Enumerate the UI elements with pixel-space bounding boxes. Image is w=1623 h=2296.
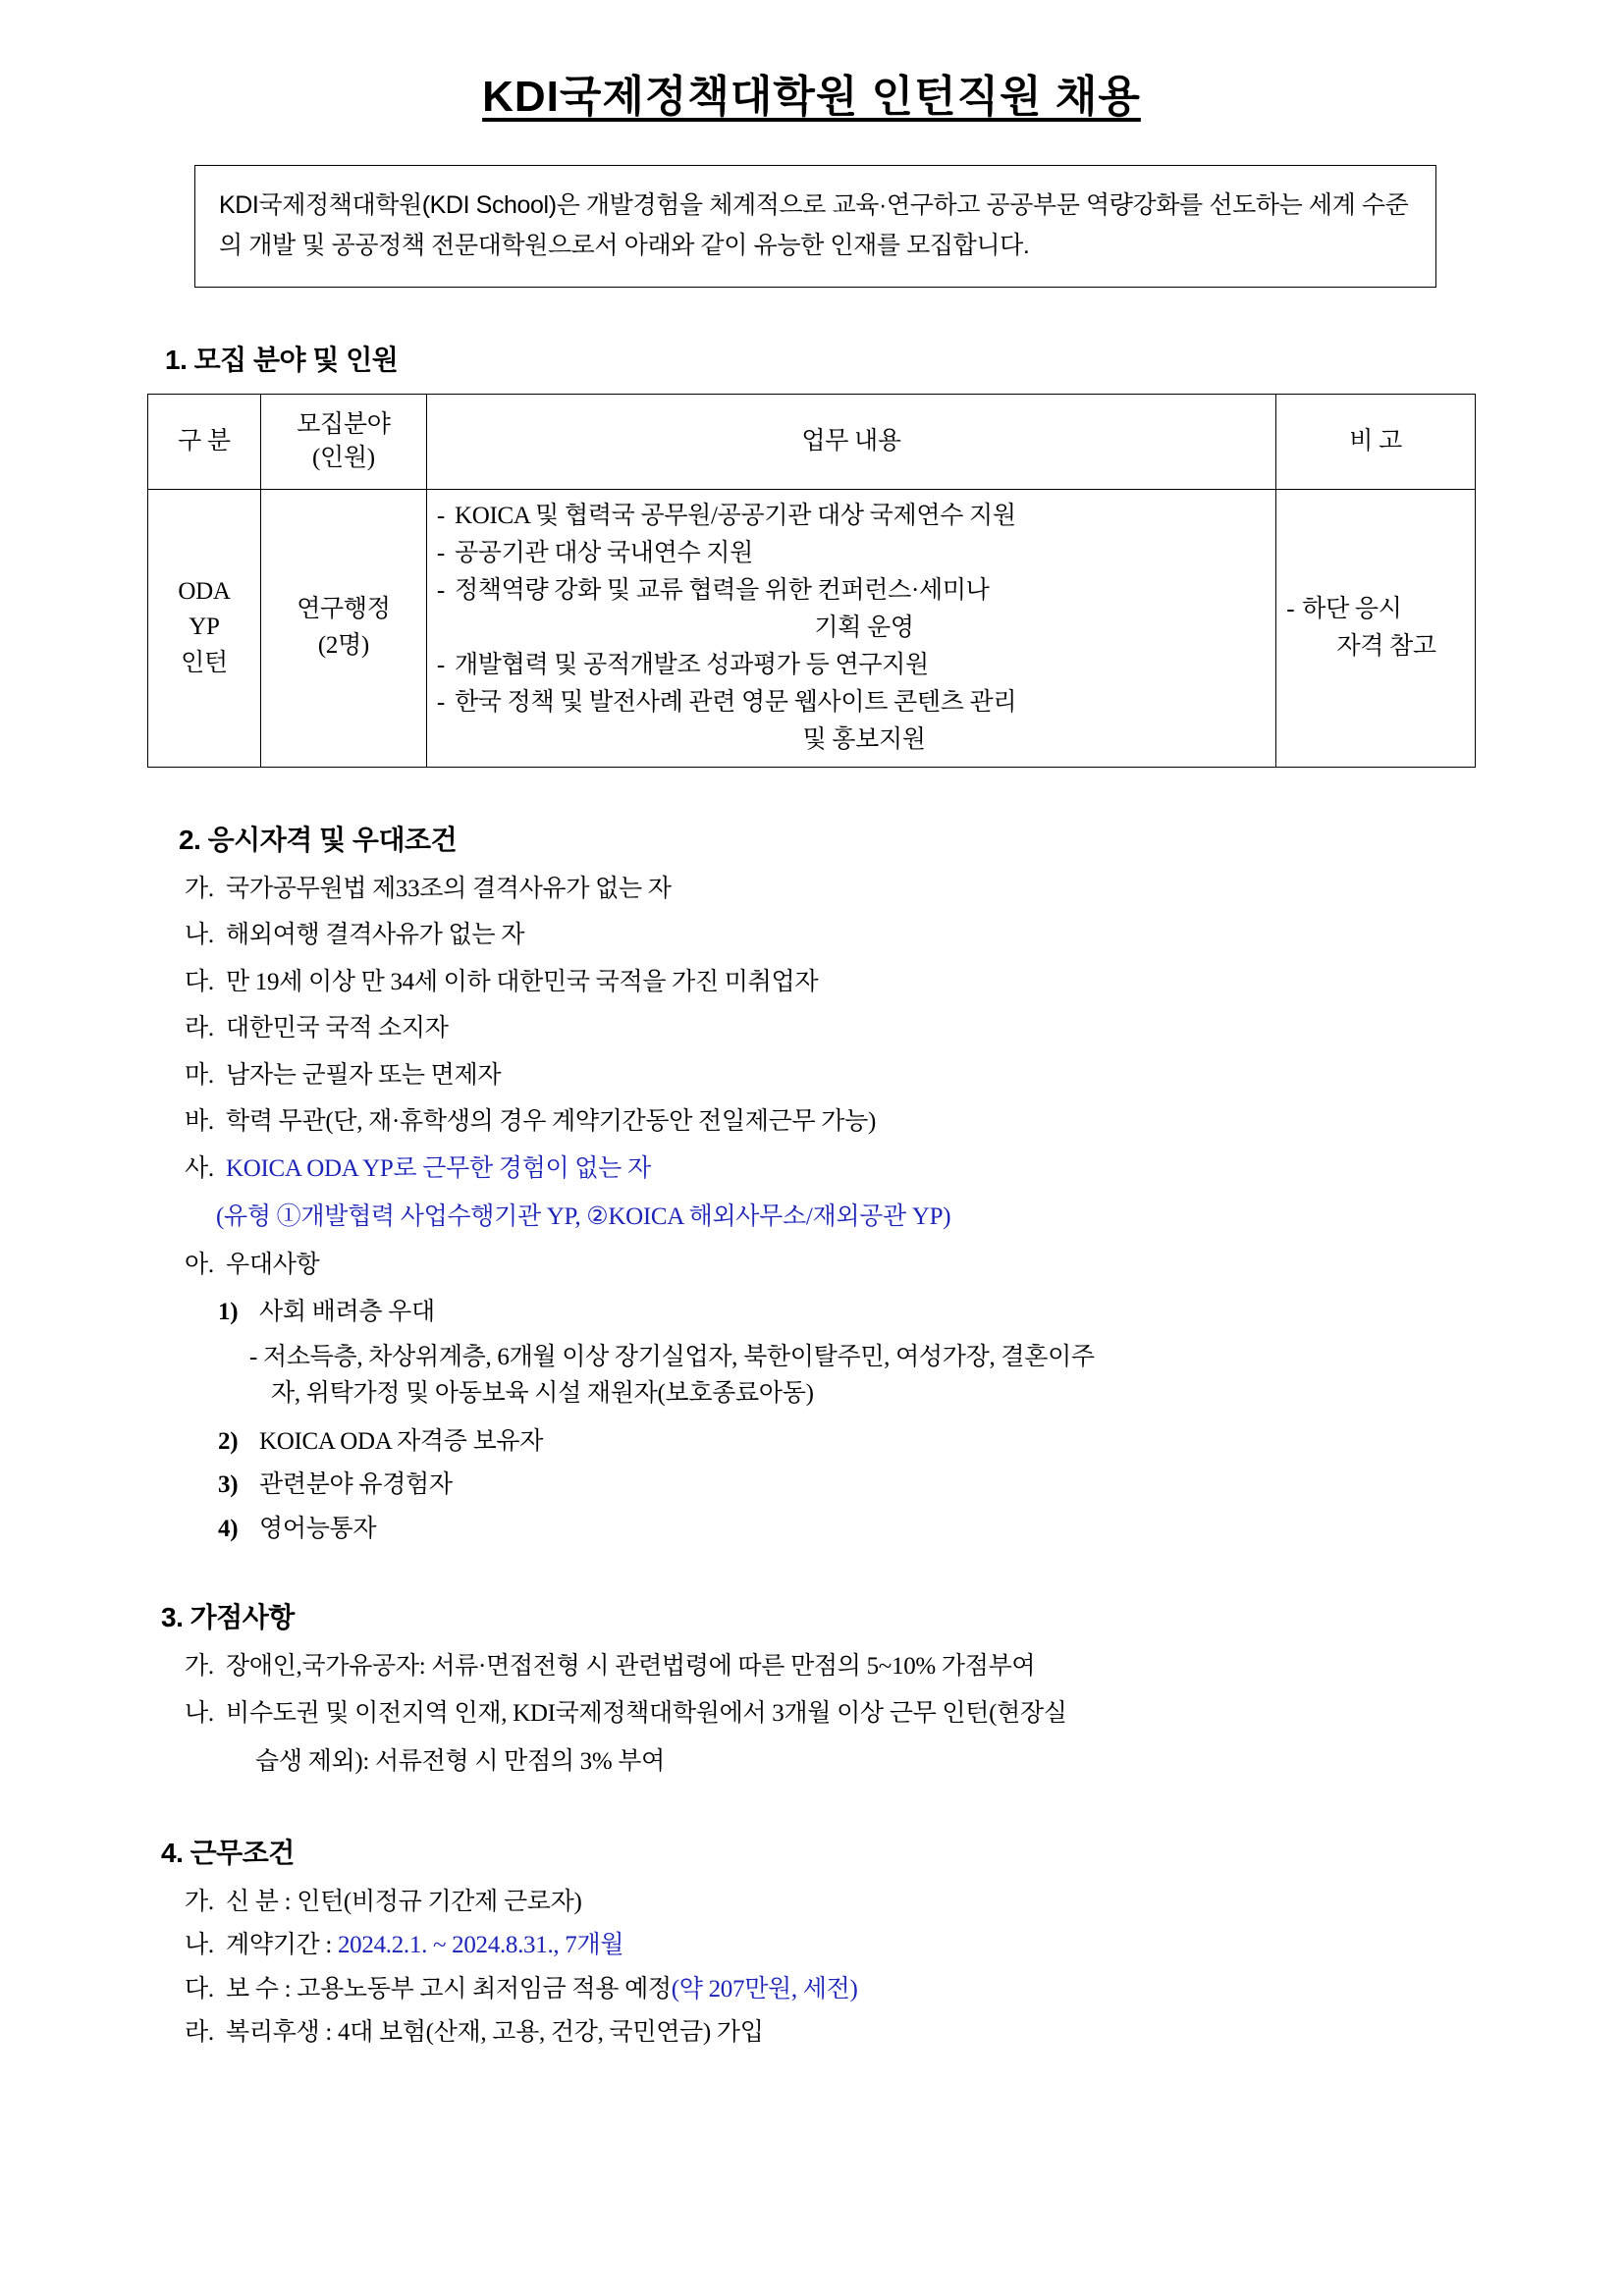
intro-box [194, 165, 1436, 288]
cell-gubun-line1: ODA [178, 578, 231, 606]
condition-label: 보 수 [226, 1975, 279, 2002]
condition-value-highlight: (약 207만원, 세전) [671, 1975, 858, 2002]
column-header-note: 비 고 [1276, 395, 1476, 490]
recruitment-table [147, 394, 1476, 768]
list-item [185, 967, 1476, 999]
condition-separator: : [325, 1932, 333, 1958]
section-heading-3: 3. 가점사항 [161, 1602, 295, 1633]
list-text: 우대사항 [226, 1252, 320, 1279]
dash-marker: - [436, 576, 445, 604]
duty-text: KOICA 및 협력국 공무원/공공기관 대상 국제연수 지원 [454, 502, 1016, 529]
list-item [218, 1426, 1476, 1459]
list-marker: 가. [185, 1888, 214, 1915]
duty-text: 한국 정책 및 발전사례 관련 영문 웹사이트 콘텐츠 관리 [454, 688, 1017, 716]
list-text: 장애인,국가유공자: 서류·면접전형 시 관련법령에 따른 만점의 5~10% 가점부여 [226, 1653, 1036, 1681]
page-title: KDI국제정책대학원 인턴직원 채용 [482, 73, 1141, 121]
dash-marker: - [436, 651, 445, 678]
list-marker: 가. [185, 875, 214, 902]
preference-detail [249, 1340, 1476, 1412]
note-text-line2: 자격 참고 [1336, 632, 1436, 660]
cell-gubun [148, 489, 261, 767]
cell-field-line2: (2명) [317, 631, 369, 659]
condition-separator: : [325, 2019, 333, 2046]
bonus-points-list [147, 1651, 1476, 1780]
list-marker: 다. [185, 1975, 214, 2002]
list-text [226, 1887, 1476, 1919]
list-item [185, 1153, 1476, 1186]
dash-marker: - [436, 502, 445, 529]
list-marker: 2) [218, 1427, 239, 1455]
list-item [185, 874, 1476, 906]
bonus-text-continued: 습생 제외): 서류전형 시 만점의 3% 부여 [255, 1748, 665, 1776]
preference-detail-line1: - 저소득층, 차상위계층, 6개월 이상 장기실업자, 북한이탈주민, 여성가장, 결혼이주 [249, 1344, 1095, 1371]
list-text: 만 19세 이상 만 34세 이하 대한민국 국적을 가진 미취업자 [226, 968, 819, 995]
list-marker: 라. [185, 2019, 214, 2046]
list-item [185, 1698, 1476, 1731]
duty-item [437, 684, 1266, 721]
list-marker: 가. [185, 1653, 214, 1681]
list-marker: 3) [218, 1471, 239, 1499]
list-marker: 바. [185, 1108, 214, 1135]
condition-separator: : [284, 1888, 292, 1915]
duty-item [437, 572, 1266, 610]
condition-value: 4대 보험(산재, 고용, 건강, 국민연금) 가입 [337, 2019, 764, 2046]
table-row [148, 489, 1476, 767]
column-header-field-line1: 모집분야 [297, 411, 391, 438]
column-header-field [260, 395, 426, 490]
list-item [185, 1930, 1476, 1962]
list-item [185, 920, 1476, 952]
list-marker: 아. [185, 1252, 214, 1279]
duty-item [437, 498, 1266, 535]
column-header-gubun: 구 분 [148, 395, 261, 490]
cell-gubun-line2: YP [189, 614, 220, 641]
list-marker: 4) [218, 1515, 239, 1542]
cell-duty [426, 489, 1275, 767]
list-item [185, 1974, 1476, 2006]
list-marker: 나. [185, 922, 214, 948]
dash-marker: - [1286, 596, 1295, 622]
work-conditions-list [147, 1887, 1476, 2050]
list-marker: 다. [185, 968, 214, 995]
list-marker: 마. [185, 1061, 214, 1089]
list-marker: 사. [185, 1154, 214, 1182]
duty-text-continued: 기획 운영 [814, 614, 914, 641]
table-header-row [148, 395, 1476, 490]
cell-field-line1: 연구행정 [297, 596, 391, 623]
condition-value: 고용노동부 고시 최저임금 적용 예정 [297, 1975, 672, 2002]
intro-text: KDI국제정책대학원(KDI School)은 개발경험을 체계적으로 교육·연구하고 공공부문 역량강화를 선도하는 세계 수준의 개발 및 공공정책 전문대학원으로서 아래와 같이 유능한 인재를 모집합니다. [219, 191, 1409, 259]
list-text: 대한민국 국적 소지자 [226, 1015, 449, 1041]
duty-text: 정책역량 강화 및 교류 협력을 위한 컨퍼런스·세미나 [454, 576, 990, 604]
list-marker: 나. [185, 1932, 214, 1958]
cell-note [1276, 489, 1476, 767]
list-text: KOICA ODA 자격증 보유자 [259, 1427, 544, 1455]
cell-gubun-line3: 인턴 [181, 649, 228, 676]
list-text [226, 1974, 1476, 2006]
note-text-line1: 하단 응시 [1302, 596, 1402, 622]
cell-field [260, 489, 426, 767]
list-marker: 라. [185, 1015, 214, 1041]
list-item [185, 1060, 1476, 1093]
section-heading-1: 1. 모집 분야 및 인원 [165, 345, 399, 375]
duty-item [437, 647, 1266, 684]
list-text: 국가공무원법 제33조의 결격사유가 없는 자 [226, 875, 672, 902]
list-item [185, 1651, 1476, 1683]
section-heading-2: 2. 응시자격 및 우대조건 [179, 824, 458, 855]
list-text: 관련분야 유경험자 [259, 1471, 453, 1499]
list-item [185, 2017, 1476, 2050]
list-text: 사회 배려층 우대 [259, 1298, 435, 1325]
dash-marker: - [436, 688, 445, 716]
list-marker: 나. [185, 1699, 214, 1727]
qualification-list [147, 874, 1476, 1546]
list-text: 영어능통자 [259, 1515, 377, 1542]
note-line [1286, 591, 1465, 628]
duty-text: 개발협력 및 공적개발조 성과평가 등 연구지원 [454, 651, 929, 678]
condition-value: 2024.2.1. ~ 2024.8.31., 7개월 [337, 1932, 624, 1958]
list-item [218, 1297, 1476, 1329]
dash-marker: - [436, 539, 445, 566]
list-text: KOICA ODA YP로 근무한 경험이 없는 자 [226, 1154, 651, 1182]
list-marker: 1) [218, 1298, 239, 1325]
preference-detail-line2: 자, 위탁가정 및 아동보육 시설 재원자(보호종료아동) [271, 1379, 814, 1407]
duty-item [437, 535, 1266, 572]
list-text: 남자는 군필자 또는 면제자 [226, 1061, 502, 1089]
list-item [218, 1514, 1476, 1546]
column-header-field-line2: (인원) [312, 444, 375, 471]
condition-label: 신 분 [226, 1888, 279, 1915]
list-item [185, 1887, 1476, 1919]
list-item [185, 1013, 1476, 1045]
duty-text-continued: 및 홍보지원 [802, 725, 926, 753]
list-text [226, 2017, 1476, 2050]
condition-label: 복리후생 [226, 2019, 320, 2046]
qualification-note: (유형 ①개발협력 사업수행기관 YP, ②KOICA 해외사무소/재외공관 YP) [216, 1203, 951, 1230]
list-text: 해외여행 결격사유가 없는 자 [226, 922, 525, 948]
list-text: 비수도권 및 이전지역 인재, KDI국제정책대학원에서 3개월 이상 근무 인턴(현장실 [226, 1699, 1067, 1727]
condition-value: 인턴(비정규 기간제 근로자) [297, 1888, 582, 1915]
list-text: 학력 무관(단, 재·휴학생의 경우 계약기간동안 전일제근무 가능) [226, 1108, 876, 1135]
condition-label: 계약기간 [226, 1932, 320, 1958]
preference-heading [185, 1250, 1476, 1282]
condition-separator: : [284, 1975, 292, 2002]
duty-text: 공공기관 대상 국내연수 지원 [454, 539, 753, 566]
section-heading-4: 4. 근무조건 [161, 1837, 295, 1868]
column-header-duty: 업무 내용 [426, 395, 1275, 490]
list-item [218, 1469, 1476, 1502]
list-text [226, 1930, 1476, 1962]
list-item [185, 1106, 1476, 1139]
